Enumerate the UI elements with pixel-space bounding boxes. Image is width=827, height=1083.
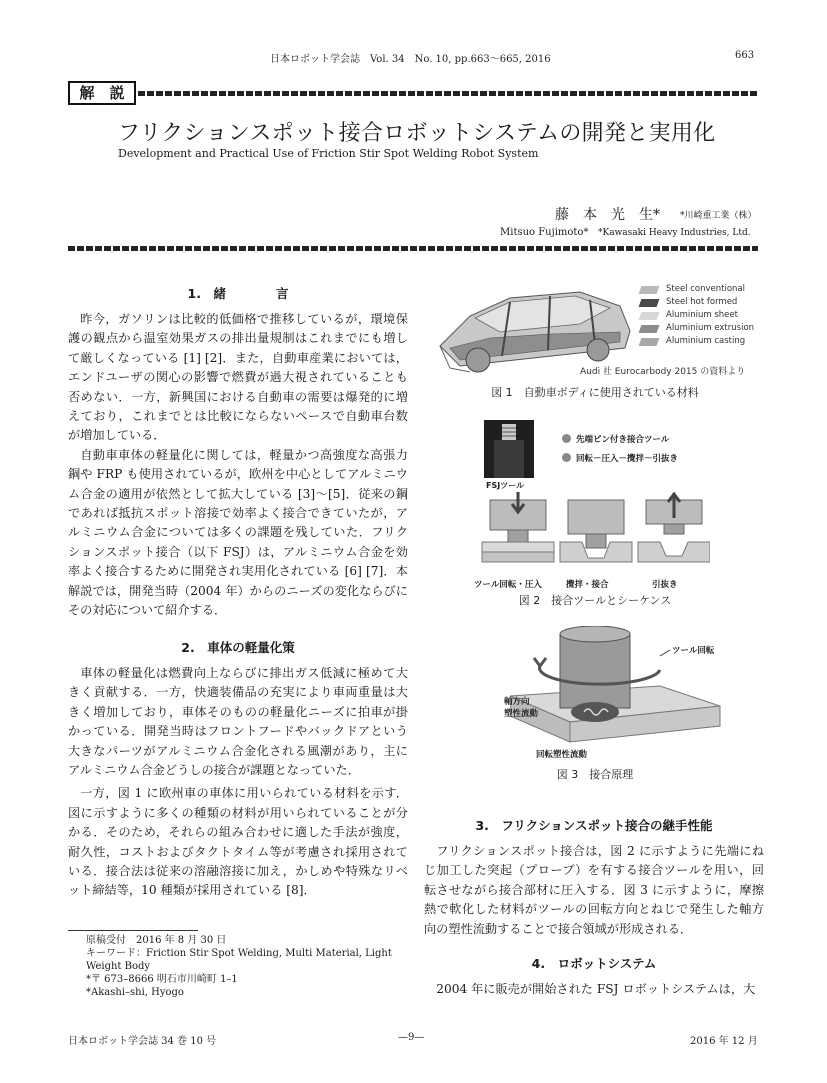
legend-steel-hot-formed: Steel hot formed [666,297,738,307]
footer-page: —9— [398,1032,425,1043]
section-4-paragraph-1: 2004 年に販売が開始された FSJ ロボットシステムは，大 [436,982,756,996]
author-rule [68,246,758,251]
section-1-paragraph-2: 自動車車体の軽量化に関しては，軽量かつ高強度な高張力鋼や FRP も使用されているが，欧州を中心としてアルミニウム合金の適用が依然として拡大している [3]～[5]．従来の鋼であれば抵抗スポット溶接で効率よく接合できていたが，アルミニウム合金については多くの課題を残していた．フリクションスポット接合（以下 FSJ）は，アルミニウム合金を効率よく接合するために開発され実用化されている [6] [7]．本解説では，開発当時（2004 年）からのニーズの変化ならびにその対応について紹介する． [68,447,408,618]
legend-swatch-aluminium-casting [639,338,660,346]
section-1-paragraph-1: 昨今，ガソリンは比較的低価格で推移しているが，環境保護の観点から温室効果ガスの排出量規制はこれまでにも増して厳しくなっている [1] [2]．また，自動車産業においては，エンドユーザの関心の影響で燃費が過大視されていることも否めない．一方，新興国における自動車の需要は爆発的に増えており，これまでとは比較にならないペースで自動車台数が増加している． [68,312,408,443]
legend-swatch-steel-hot-formed [639,299,660,307]
step-1-label: ツール回転・圧入 [474,580,542,590]
legend-dot-2 [562,453,571,462]
section-2-paragraph-2: 一方，図 1 に欧州車の車体に用いられている材料を示す．図に示すように多くの種類の材料が用いられていることが分かる．そのため，それらの組み合わせに適した手法が強度，耐久性，コストおよびタクトタイム等が考慮され採用されている．接合法は従来の溶融溶接に加え，かしめや特殊なリベット締結等，10 種類が採用されている [8]． [68,786,408,898]
legend-steel-conventional: Steel conventional [666,284,746,294]
figure-1-source: Audi 社 Eurocarbody 2015 の資料より [580,367,746,377]
legend-aluminium-extrusion: Aluminium extrusion [666,323,755,333]
title-japanese: フリクションスポット接合ロボットシステムの開発と実用化 [118,121,716,146]
address-ja: *〒 673–8666 明石市川崎町 1–1 [86,974,238,985]
fsj-tool-photo [484,420,534,478]
figure-1 [430,276,760,382]
step-2-label: 攪拌・接合 [566,580,609,590]
figure-2-legend-1: 先端ピン付き接合ツール [576,435,670,445]
keywords: キーワード：Friction Stir Spot Welding, Multi Material, Light Weight Body [86,948,392,972]
section-3-paragraph-1: フリクションスポット接合は，図 2 に示すように先端にねじ加工した突起（プローブ）を有する接合ツールを用い，回転させながら接合部材に圧入する．図 3 に示すように，摩擦熱で軟化した材料がツールの回転方向とねじで発生した軸方向の塑性流動することで接合領域が形成される． [424,844,764,936]
received-date: 原稿受付 2016 年 8 月 30 日 [86,935,227,946]
step-3-label: 引抜き [652,580,678,590]
axial-flow-label: 軸方向 塑性流動 [504,697,539,719]
footer-date: 2016 年 12 月 [690,1036,758,1047]
category-label: 解 説 [68,81,136,105]
legend-swatch-aluminium-sheet [639,312,660,320]
figure-1-caption: 図 1 自動車ボディに使用されている材料 [491,386,699,399]
section-4-heading: 4. ロボットシステム [531,956,657,971]
fsj-tool-label: FSJツール [486,481,525,490]
figure-3-caption: 図 3 接合原理 [556,768,634,781]
section-2-paragraph-1: 車体の軽量化は燃費向上ならびに排出ガス低減に極めて大きく貢献する．一方，快適装備品の充実により車両重量は大きく増加しており，車体そのものの軽量化ニーズに拍車が掛かっている．開発当時はフロントフードやバックドアという大きなパーツがアルミニウム合金化される風潮があり，主にアルミニウム合金どうしの接合が課題となっていた． [68,666,408,778]
author-name-en: Mitsuo Fujimoto* [500,227,589,238]
rotational-flow-label: 回転塑性流動 [536,750,588,760]
author-affiliation-ja: *川崎重工業（株） [680,211,757,221]
legend-swatch-aluminium-extrusion [639,325,660,333]
title-english: Development and Practical Use of Friction Stir Spot Welding Robot System [118,147,539,160]
author-name-ja: 藤 本 光 生* [555,207,660,223]
section-2-heading: 2. 車体の軽量化策 [181,640,295,655]
figure-3 [470,626,730,762]
figure-2-legend-2: 回転－圧入－攪拌－引抜き [576,454,679,464]
journal-header: 日本ロボット学会誌 Vol. 34 No. 10, pp.663～665, 2016 [270,54,551,65]
footnote-rule [68,930,198,931]
page-number: 663 [735,50,755,61]
footnote [86,934,406,999]
footer-journal: 日本ロボット学会誌 34 巻 10 号 [68,1036,217,1047]
header-rule [138,91,758,96]
figure-2 [470,418,730,588]
section-3-heading: 3. フリクションスポット接合の継手性能 [475,818,713,833]
tool-rotation-label: ツール回転 [672,646,715,656]
sequence-diagram [480,492,710,576]
legend-dot-1 [562,434,571,443]
section-1-heading: 1. 緒 言 [187,286,289,301]
legend-swatch-steel-conventional [639,286,660,294]
legend-aluminium-casting: Aluminium casting [666,336,746,346]
figure-2-caption: 図 2 接合ツールとシーケンス [518,594,672,607]
address-en: *Akashi–shi, Hyogo [86,987,184,998]
legend-aluminium-sheet: Aluminium sheet [666,310,738,320]
author-affiliation-en: *Kawasaki Heavy Industries, Ltd. [598,228,751,238]
